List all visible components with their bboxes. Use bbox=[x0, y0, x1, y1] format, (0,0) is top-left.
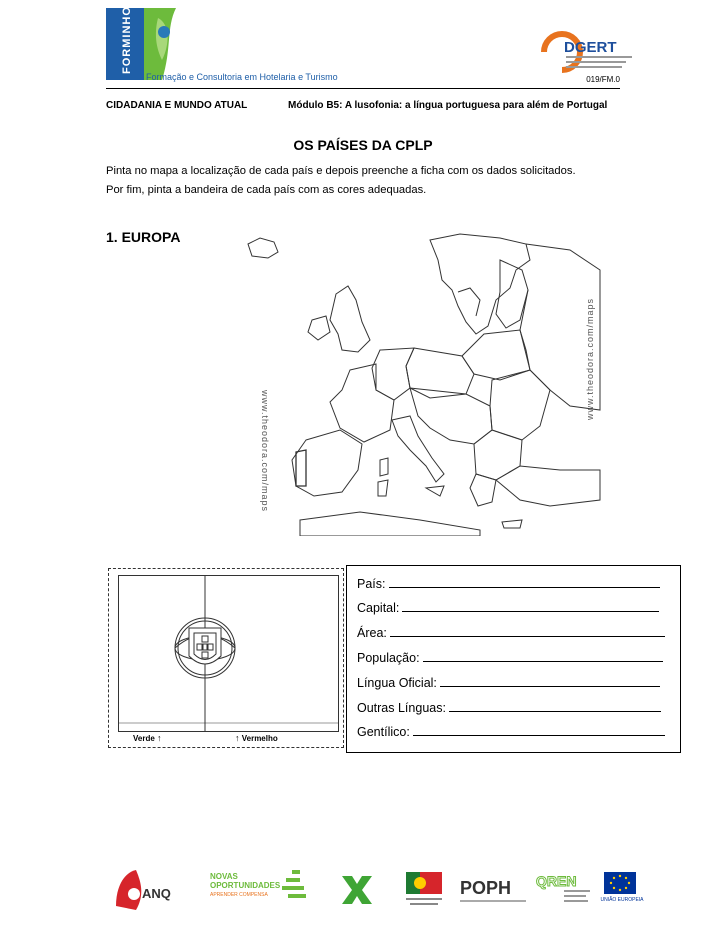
portugal-flag-outline bbox=[118, 575, 339, 743]
novas-oportunidades-logo: NOVAS OPORTUNIDADES APRENDER COMPENSA bbox=[206, 866, 316, 912]
population-answer-line[interactable] bbox=[423, 650, 663, 662]
course-title: CIDADANIA E MUNDO ATUAL bbox=[106, 100, 248, 111]
section-heading: 1. EUROPA bbox=[106, 229, 181, 245]
svg-text:FORMINHO: FORMINHO bbox=[121, 8, 133, 74]
arrow-up-icon: ↑ bbox=[235, 733, 240, 743]
field-area: Área: bbox=[357, 625, 665, 640]
capital-answer-line[interactable] bbox=[402, 600, 659, 612]
anq-logo bbox=[112, 866, 188, 912]
field-capital: Capital: bbox=[357, 600, 659, 615]
svg-text:DGERT: DGERT bbox=[564, 39, 617, 56]
field-other-languages: Outras Línguas: bbox=[357, 700, 661, 715]
forminho-tagline: Formação e Consultoria em Hotelaria e Turismo bbox=[146, 72, 338, 82]
header-divider bbox=[106, 88, 620, 89]
map-watermark-right: www.theodora.com/maps bbox=[585, 297, 595, 420]
arrow-up-icon: ↑ bbox=[157, 733, 162, 743]
gentile-answer-line[interactable] bbox=[413, 724, 665, 736]
qren-text: QREN bbox=[536, 873, 577, 889]
dgert-logo bbox=[540, 28, 640, 74]
eu-logo bbox=[600, 866, 644, 912]
document-code: 019/FM.0 bbox=[586, 75, 620, 84]
flag-label-red: ↑ Vermelho bbox=[235, 733, 278, 743]
module-title: Módulo B5: A lusofonia: a língua portuguesa para além de Portugal bbox=[288, 100, 608, 111]
eu-text: UNIÃO EUROPEIA bbox=[600, 897, 644, 903]
field-population: População: bbox=[357, 650, 663, 665]
field-country: País: bbox=[357, 576, 660, 591]
instruction-line-1: Pinta no mapa a localização de cada país e depois preenche a ficha com os dados solicitados. bbox=[106, 165, 576, 177]
page-title: OS PAÍSES DA CPLP bbox=[293, 137, 433, 153]
field-official-language: Língua Oficial: bbox=[357, 675, 660, 690]
map-watermark-left: www.theodora.com/maps bbox=[260, 390, 270, 513]
anq-text: ANQ bbox=[142, 886, 171, 901]
europe-map bbox=[230, 230, 602, 536]
poph-logo bbox=[458, 866, 530, 912]
area-answer-line[interactable] bbox=[390, 625, 665, 637]
official-language-answer-line[interactable] bbox=[440, 675, 660, 687]
country-answer-line[interactable] bbox=[389, 576, 660, 588]
flag-label-green: Verde ↑ bbox=[133, 733, 162, 743]
field-gentile: Gentílico: bbox=[357, 724, 665, 739]
qren-logo bbox=[534, 866, 594, 912]
other-languages-answer-line[interactable] bbox=[449, 700, 661, 712]
poph-text: POPH bbox=[460, 878, 512, 898]
portugal-republic-logo bbox=[402, 866, 446, 912]
green-cross-logo bbox=[336, 866, 378, 912]
forminho-logo bbox=[106, 8, 336, 86]
instruction-line-2: Por fim, pinta a bandeira de cada país com as cores adequadas. bbox=[106, 184, 427, 196]
